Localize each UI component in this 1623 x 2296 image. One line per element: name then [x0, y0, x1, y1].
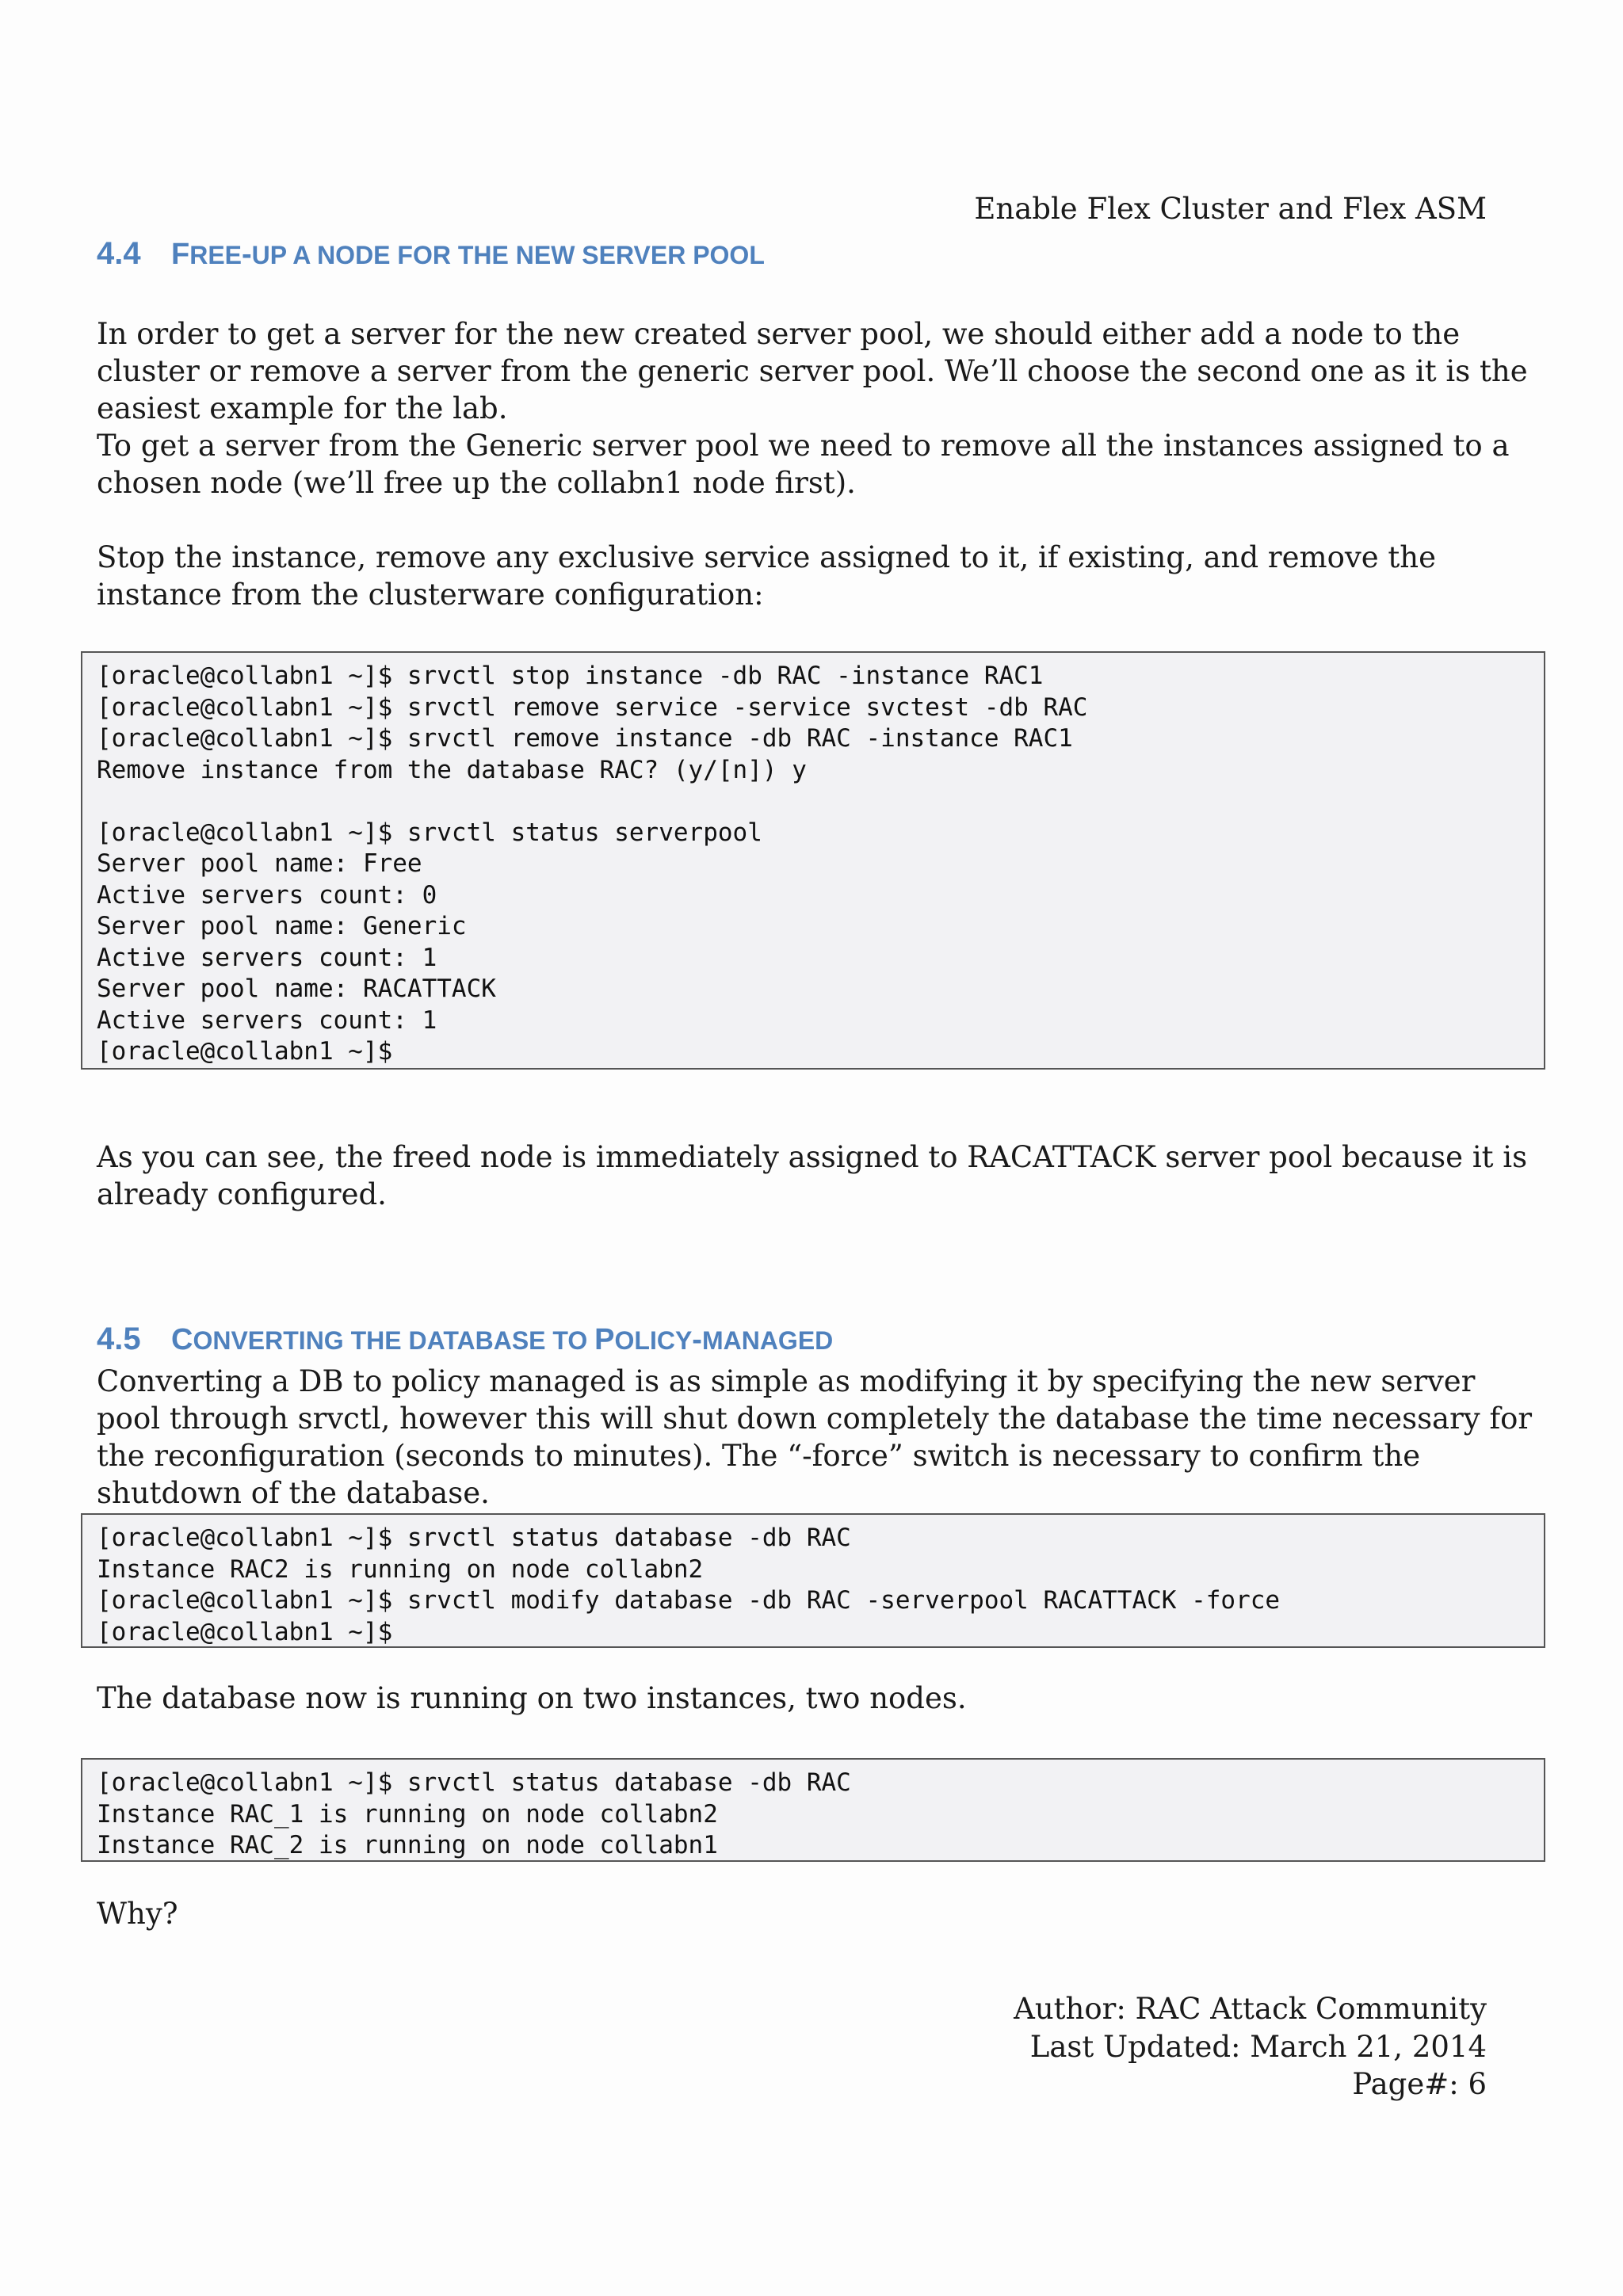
section-title-part: -	[692, 1323, 702, 1356]
code-block	[81, 1513, 1545, 1648]
code-line: [oracle@collabn1 ~]$	[97, 1617, 393, 1646]
code-line: [oracle@collabn1 ~]$ srvctl status serverpool	[97, 818, 762, 847]
section-title	[171, 1323, 833, 1356]
paragraph-text: In order to get a server for the new created server pool, we should either add a node to the cluster or remove a server from the generic server pool. We’ll choose the second one as it is the easiest example for the lab.	[97, 317, 1528, 425]
section-title-part: UP A NODE FOR THE NEW SERVER POOL	[251, 241, 765, 269]
paragraph	[97, 539, 1539, 613]
code-line: [oracle@collabn1 ~]$ srvctl status database -db RAC	[97, 1768, 851, 1797]
paragraph	[97, 1138, 1539, 1213]
code-line: [oracle@collabn1 ~]$ srvctl remove service -service svctest -db RAC	[97, 692, 1088, 722]
footer-last-updated: Last Updated: March 21, 2014	[1029, 2029, 1487, 2064]
code-blank-line	[97, 786, 1529, 818]
paragraph	[97, 1680, 1539, 1717]
section-title-part: C	[171, 1323, 193, 1356]
code-block	[81, 1758, 1545, 1862]
code-line: Active servers count: 0	[97, 880, 437, 910]
code-line: Server pool name: Generic	[97, 912, 467, 940]
paragraph	[97, 315, 1539, 502]
code-line: Instance RAC2 is running on node collabn2	[97, 1554, 704, 1584]
section-number: 4.4	[97, 236, 141, 271]
code-line: Server pool name: RACATTACK	[97, 974, 496, 1003]
section-number: 4.5	[97, 1322, 141, 1356]
page-footer	[1014, 1990, 1487, 2103]
code-line: [oracle@collabn1 ~]$ srvctl status database -db RAC	[97, 1524, 851, 1552]
section-title-part: OLICY	[614, 1326, 693, 1355]
code-line: Instance RAC_2 is running on node collabn1	[97, 1831, 718, 1859]
code-block	[81, 651, 1545, 1070]
paragraph-text: Converting a DB to policy managed is as simple as modifying it by specifying the new server pool through srvctl, however this will shut down completely the database the time necessary for the reconfiguration (seconds to minutes). The “-force” switch is necessary to confirm the shutdown of the database.	[97, 1364, 1533, 1510]
section-heading-4-4	[97, 236, 765, 272]
footer-page-number: Page#: 6	[1352, 2067, 1487, 2101]
section-title-part: REE	[189, 241, 242, 269]
code-line: Server pool name: Free	[97, 849, 422, 878]
section-title-part: MANAGED	[701, 1326, 834, 1355]
paragraph	[97, 1363, 1539, 1512]
code-line: [oracle@collabn1 ~]$ srvctl stop instance -db RAC -instance RAC1	[97, 662, 1044, 690]
running-header: Enable Flex Cluster and Flex ASM	[974, 192, 1487, 226]
code-line: Remove instance from the database RAC? (y/[n]) y	[97, 755, 807, 784]
section-title	[171, 238, 765, 271]
code-line: [oracle@collabn1 ~]$ srvctl modify database -db RAC -serverpool RACATTACK -force	[97, 1586, 1281, 1615]
paragraph-text: Why?	[97, 1897, 178, 1931]
code-line: [oracle@collabn1 ~]$	[97, 1037, 393, 1066]
footer-author: Author: RAC Attack Community	[1014, 1992, 1487, 2026]
section-title-part: P	[594, 1323, 615, 1356]
paragraph	[97, 1895, 1539, 1932]
section-title-part: ONVERTING THE DATABASE TO	[193, 1326, 595, 1355]
section-title-part: F	[171, 238, 190, 271]
code-line: Active servers count: 1	[97, 943, 437, 972]
paragraph-text: The database now is running on two instances, two nodes.	[97, 1681, 967, 1715]
code-line: [oracle@collabn1 ~]$ srvctl remove instance -db RAC -instance RAC1	[97, 724, 1073, 753]
code-line: Instance RAC_1 is running on node collabn2	[97, 1799, 718, 1829]
paragraph-text: To get a server from the Generic server pool we need to remove all the instances assigned to a chosen node (we’ll free up the collabn1 node first).	[97, 429, 1510, 500]
paragraph-text: As you can see, the freed node is immediately assigned to RACATTACK server pool because it is already configured.	[97, 1140, 1528, 1211]
section-heading-4-5	[97, 1322, 833, 1357]
code-line: Active servers count: 1	[97, 1005, 437, 1035]
section-title-part: -	[242, 238, 252, 271]
paragraph-text: Stop the instance, remove any exclusive service assigned to it, if existing, and remove the instance from the clusterware configuration:	[97, 540, 1437, 612]
